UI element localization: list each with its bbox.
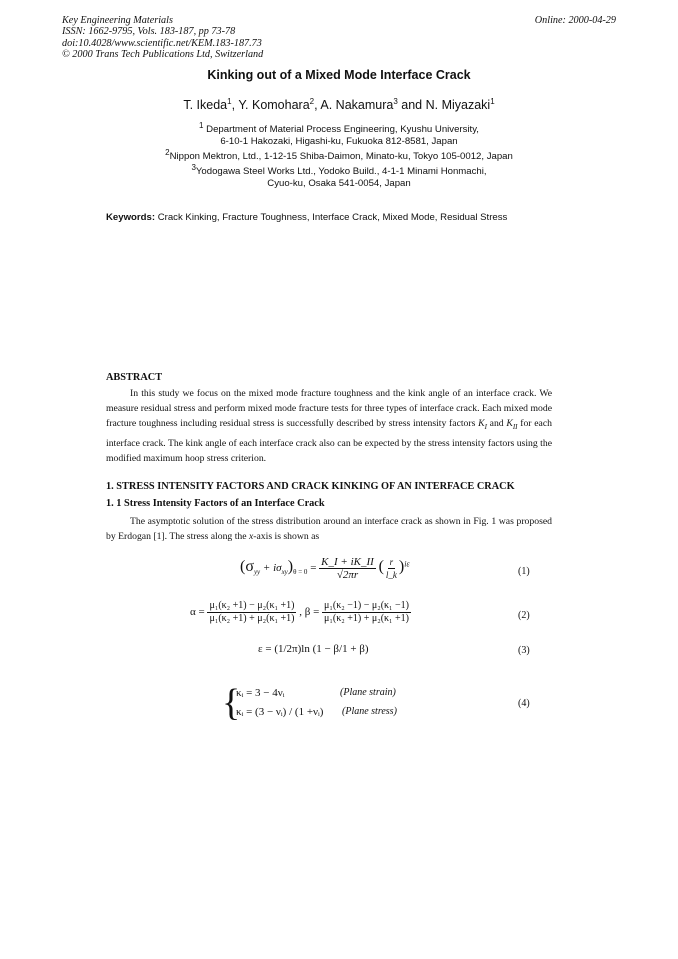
k1-symbol: K — [478, 418, 485, 430]
eq4-note1: (Plane strain) — [340, 687, 396, 698]
eq2-beta-num: μ₁(κ₂ −1) − μ₂(κ₁ −1) — [324, 600, 410, 611]
equation-4 — [222, 684, 482, 728]
affiliation-line: Department of Material Process Engineering, Kyushu University, — [206, 124, 479, 135]
k2-symbol: K — [506, 418, 513, 430]
eq2-alpha-frac — [207, 600, 296, 625]
author-list — [0, 98, 678, 112]
equation-number: (3) — [518, 645, 530, 656]
equation-number: (4) — [518, 698, 530, 709]
eq4-brace: { — [222, 682, 241, 724]
equation-1: $(\sigma_{yy} + i\sigma_{xy})_{\theta = 0}$ = $\frac{K\_I + iK\_II}{√2\pi r}$ ( $\frac{r}{l\_k}$ )$^{i\varepsilon}$ — [240, 556, 410, 581]
equation-2 — [190, 600, 411, 625]
eq1-den: √2πr — [336, 569, 359, 581]
author-sep: , — [231, 98, 239, 112]
keywords-label: Keywords: — [106, 212, 156, 223]
affiliation-line: 6-10-1 Hakozaki, Higashi-ku, Fukuoka 812-8581, Japan — [220, 135, 458, 147]
keywords-text: Crack Kinking, Fracture Toughness, Interface Crack, Mixed Mode, Residual Stress — [157, 212, 508, 223]
abstract-text: for each interface crack. The kink angle of each interface crack also can be expected by the stress intensity factors using the modified maximum hoop stress criterion. — [106, 418, 552, 464]
affiliation-1 — [0, 120, 678, 148]
journal-name: Key Engineering Materials — [62, 15, 173, 26]
online-date: Online: 2000-04-29 — [534, 15, 616, 26]
section-heading: 1. STRESS INTENSITY FACTORS AND CRACK KINKING OF AN INTERFACE CRACK — [106, 481, 515, 492]
eq1-lhs: (σ — [240, 558, 254, 576]
affiliation-line: Cyuo-ku, Osaka 541-0054, Japan — [267, 177, 411, 189]
author-sup: 1 — [227, 96, 232, 106]
affiliation-sup: 1 — [199, 120, 204, 130]
eq1-fraction — [319, 556, 376, 581]
eq1-equals: = — [307, 562, 320, 575]
author-name: N. Miyazaki — [425, 98, 491, 112]
eq1-ratio — [384, 556, 399, 581]
eq1-plus-sub: xy — [281, 568, 288, 577]
eq2-alpha: α = — [190, 606, 208, 619]
abstract-body — [106, 386, 552, 466]
author-name: Y. Komohara — [238, 98, 310, 112]
affiliation-sup: 3 — [191, 162, 196, 172]
journal-header — [62, 15, 263, 61]
eq2-beta-den: μ₁(κ₂ +1) + μ₂(κ₁ +1) — [324, 613, 410, 624]
affiliation-line: Nippon Mektron, Ltd., 1-12-15 Shiba-Daimon, Minato-ku, Tokyo 105-0012, Japan — [169, 151, 513, 162]
k1-sub: I — [484, 423, 487, 432]
equation-number: (1) — [518, 566, 530, 577]
author-sup: 2 — [309, 96, 315, 106]
eq2-alpha-num: μ₁(κ₂ +1) − μ₂(κ₁ +1) — [209, 600, 295, 611]
copyright-line: © 2000 Trans Tech Publications Ltd, Switzerland — [62, 49, 264, 61]
affiliation-3 — [0, 162, 678, 190]
eq4-line1: κᵢ = 3 − 4νᵢ — [236, 687, 285, 699]
eq2-beta: β = — [304, 606, 323, 619]
paragraph-text: The asymptotic solution of the stress distribution around an interface crack as shown in Fig. 1 was proposed by Erdogan [1]. The stress along the — [106, 516, 552, 543]
eq4-line2: κᵢ = (3 − νᵢ) / (1 +νᵢ) — [236, 706, 324, 718]
author-sup: 3 — [393, 96, 398, 106]
subsection-heading: 1. 1 Stress Intensity Factors of an Interface Crack — [106, 498, 325, 509]
eq1-num: K_I + iK_II — [321, 556, 374, 568]
section-paragraph — [106, 514, 552, 544]
affiliation-sup: 2 — [165, 147, 170, 157]
eq1-plus: + iσ — [260, 562, 282, 575]
author-sup: 1 — [490, 96, 495, 106]
eq1-theta: θ = 0 — [293, 568, 308, 577]
author-sep: , — [314, 98, 321, 112]
eq4-note2: (Plane stress) — [342, 706, 397, 717]
abstract-heading: ABSTRACT — [106, 372, 163, 383]
paper-title: Kinking out of a Mixed Mode Interface Crack — [207, 68, 471, 82]
paragraph-text: -axis is shown as — [253, 531, 320, 543]
eq1-ratio-den: l_k — [385, 570, 397, 580]
eq1-ratio-num: r — [389, 557, 394, 567]
eq2-beta-frac — [322, 600, 411, 625]
equation-3: ε = (1/2π)ln (1 − β/1 + β) — [258, 643, 369, 655]
abstract-text: In this study we focus on the mixed mode fracture toughness and the kink angle of an interface crack. We measure residual stress and perform mixed mode fracture tests for three types of interface crack. Each mixed mode fracture toughness including residual stress is successfully described by stress intensity factors — [106, 388, 552, 430]
doi-line: doi:10.4028/www.scientific.net/KEM.183-187.73 — [62, 37, 262, 49]
eq1-close: ) — [287, 558, 294, 576]
abstract-and: and — [486, 418, 507, 430]
eq1-exp: iε — [404, 559, 410, 569]
author-sep: and — [397, 98, 426, 112]
x-symbol: x — [248, 531, 254, 543]
author-name: A. Nakamura — [320, 98, 394, 112]
affiliation-line: Yodogawa Steel Works Ltd., Yodoko Build., 4-1-1 Minami Honmachi, — [195, 166, 487, 177]
affiliation-2 — [0, 147, 678, 163]
k2-sub: II — [512, 423, 518, 432]
keywords — [106, 212, 507, 223]
issn-line: ISSN: 1662-9795, Vols. 183-187, pp 73-78 — [62, 26, 236, 38]
eq2-alpha-den: μ₁(κ₂ +1) + μ₂(κ₁ +1) — [209, 613, 295, 624]
eq1-lhs-sub: yy — [253, 568, 261, 577]
equation-number: (2) — [518, 610, 530, 621]
author-name: T. Ikeda — [183, 98, 228, 112]
eq2-sep: , — [296, 606, 305, 619]
